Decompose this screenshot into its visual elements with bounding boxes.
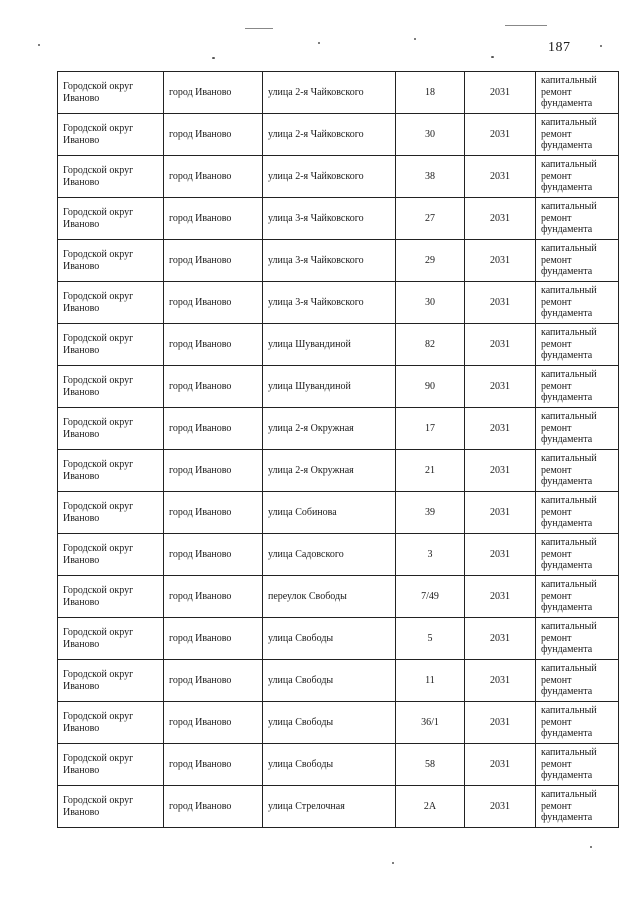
year-cell: 2031: [465, 660, 536, 702]
district-cell: Городской округ Иваново: [58, 576, 164, 618]
work-type-cell: капитальный ремонт фундамента: [536, 72, 619, 114]
work-type-cell: капитальный ремонт фундамента: [536, 744, 619, 786]
table-row: [58, 240, 619, 282]
scan-speck: [38, 44, 40, 46]
work-type-cell: капитальный ремонт фундамента: [536, 786, 619, 828]
street-cell: улица Шувандиной: [263, 324, 396, 366]
district-cell: Городской округ Иваново: [58, 702, 164, 744]
city-cell: город Иваново: [164, 282, 263, 324]
city-cell: город Иваново: [164, 408, 263, 450]
registry-table: [57, 71, 619, 828]
work-type-cell: капитальный ремонт фундамента: [536, 198, 619, 240]
street-cell: переулок Свободы: [263, 576, 396, 618]
district-cell: Городской округ Иваново: [58, 618, 164, 660]
city-cell: город Иваново: [164, 534, 263, 576]
year-cell: 2031: [465, 408, 536, 450]
year-cell: 2031: [465, 72, 536, 114]
year-cell: 2031: [465, 450, 536, 492]
city-cell: город Иваново: [164, 576, 263, 618]
year-cell: 2031: [465, 534, 536, 576]
street-cell: улица Шувандиной: [263, 366, 396, 408]
street-cell: улица Свободы: [263, 618, 396, 660]
house-number-cell: 7/49: [396, 576, 465, 618]
year-cell: 2031: [465, 492, 536, 534]
street-cell: улица 3-я Чайковского: [263, 240, 396, 282]
year-cell: 2031: [465, 198, 536, 240]
scan-speck: [414, 38, 416, 40]
scan-speck: [212, 57, 215, 59]
work-type-cell: капитальный ремонт фундамента: [536, 324, 619, 366]
street-cell: улица Свободы: [263, 744, 396, 786]
city-cell: город Иваново: [164, 114, 263, 156]
street-cell: улица 3-я Чайковского: [263, 198, 396, 240]
house-number-cell: 58: [396, 744, 465, 786]
district-cell: Городской округ Иваново: [58, 156, 164, 198]
scan-speck: [318, 42, 320, 44]
district-cell: Городской округ Иваново: [58, 240, 164, 282]
district-cell: Городской округ Иваново: [58, 450, 164, 492]
house-number-cell: 30: [396, 282, 465, 324]
year-cell: 2031: [465, 366, 536, 408]
page-number: 187: [548, 40, 571, 55]
district-cell: Городской округ Иваново: [58, 198, 164, 240]
house-number-cell: 39: [396, 492, 465, 534]
work-type-cell: капитальный ремонт фундамента: [536, 534, 619, 576]
table-row: [58, 786, 619, 828]
city-cell: город Иваново: [164, 324, 263, 366]
scan-speck: [600, 45, 602, 47]
table-row: [58, 744, 619, 786]
street-cell: улица 2-я Чайковского: [263, 156, 396, 198]
year-cell: 2031: [465, 282, 536, 324]
district-cell: Городской округ Иваново: [58, 114, 164, 156]
table-row: [58, 198, 619, 240]
work-type-cell: капитальный ремонт фундамента: [536, 660, 619, 702]
street-cell: улица Садовского: [263, 534, 396, 576]
table-row: [58, 492, 619, 534]
year-cell: 2031: [465, 576, 536, 618]
city-cell: город Иваново: [164, 450, 263, 492]
year-cell: 2031: [465, 744, 536, 786]
house-number-cell: 36/1: [396, 702, 465, 744]
work-type-cell: капитальный ремонт фундамента: [536, 408, 619, 450]
year-cell: 2031: [465, 324, 536, 366]
street-cell: улица 2-я Окружная: [263, 450, 396, 492]
year-cell: 2031: [465, 702, 536, 744]
table-row: [58, 534, 619, 576]
year-cell: 2031: [465, 618, 536, 660]
table-row: [58, 702, 619, 744]
table-row: [58, 576, 619, 618]
street-cell: улица Стрелочная: [263, 786, 396, 828]
city-cell: город Иваново: [164, 366, 263, 408]
street-cell: улица 2-я Чайковского: [263, 72, 396, 114]
city-cell: город Иваново: [164, 660, 263, 702]
work-type-cell: капитальный ремонт фундамента: [536, 156, 619, 198]
district-cell: Городской округ Иваново: [58, 744, 164, 786]
city-cell: город Иваново: [164, 72, 263, 114]
table-row: [58, 408, 619, 450]
district-cell: Городской округ Иваново: [58, 324, 164, 366]
city-cell: город Иваново: [164, 492, 263, 534]
city-cell: город Иваново: [164, 786, 263, 828]
scan-speck: [590, 846, 592, 848]
house-number-cell: 21: [396, 450, 465, 492]
table-row: [58, 450, 619, 492]
house-number-cell: 17: [396, 408, 465, 450]
house-number-cell: 30: [396, 114, 465, 156]
work-type-cell: капитальный ремонт фундамента: [536, 240, 619, 282]
house-number-cell: 82: [396, 324, 465, 366]
work-type-cell: капитальный ремонт фундамента: [536, 492, 619, 534]
table-row: [58, 156, 619, 198]
city-cell: город Иваново: [164, 702, 263, 744]
house-number-cell: 18: [396, 72, 465, 114]
work-type-cell: капитальный ремонт фундамента: [536, 114, 619, 156]
table-row: [58, 324, 619, 366]
scan-speck: [491, 56, 494, 58]
table-row: [58, 114, 619, 156]
house-number-cell: 5: [396, 618, 465, 660]
year-cell: 2031: [465, 114, 536, 156]
work-type-cell: капитальный ремонт фундамента: [536, 450, 619, 492]
year-cell: 2031: [465, 786, 536, 828]
scan-line: [505, 25, 547, 26]
house-number-cell: 90: [396, 366, 465, 408]
table-row: [58, 660, 619, 702]
street-cell: улица 2-я Чайковского: [263, 114, 396, 156]
house-number-cell: 29: [396, 240, 465, 282]
district-cell: Городской округ Иваново: [58, 282, 164, 324]
city-cell: город Иваново: [164, 156, 263, 198]
district-cell: Городской округ Иваново: [58, 534, 164, 576]
district-cell: Городской округ Иваново: [58, 366, 164, 408]
scan-line: [245, 28, 273, 29]
table-row: [58, 366, 619, 408]
district-cell: Городской округ Иваново: [58, 408, 164, 450]
street-cell: улица Свободы: [263, 660, 396, 702]
scan-speck: [392, 862, 394, 864]
house-number-cell: 2А: [396, 786, 465, 828]
work-type-cell: капитальный ремонт фундамента: [536, 702, 619, 744]
year-cell: 2031: [465, 156, 536, 198]
district-cell: Городской округ Иваново: [58, 492, 164, 534]
street-cell: улица Собинова: [263, 492, 396, 534]
city-cell: город Иваново: [164, 618, 263, 660]
district-cell: Городской округ Иваново: [58, 72, 164, 114]
street-cell: улица 3-я Чайковского: [263, 282, 396, 324]
city-cell: город Иваново: [164, 198, 263, 240]
city-cell: город Иваново: [164, 240, 263, 282]
house-number-cell: 11: [396, 660, 465, 702]
table-row: [58, 282, 619, 324]
district-cell: Городской округ Иваново: [58, 786, 164, 828]
city-cell: город Иваново: [164, 744, 263, 786]
table-row: [58, 72, 619, 114]
year-cell: 2031: [465, 240, 536, 282]
street-cell: улица 2-я Окружная: [263, 408, 396, 450]
street-cell: улица Свободы: [263, 702, 396, 744]
work-type-cell: капитальный ремонт фундамента: [536, 366, 619, 408]
district-cell: Городской округ Иваново: [58, 660, 164, 702]
work-type-cell: капитальный ремонт фундамента: [536, 618, 619, 660]
registry-table-body: [58, 72, 619, 828]
house-number-cell: 27: [396, 198, 465, 240]
work-type-cell: капитальный ремонт фундамента: [536, 282, 619, 324]
house-number-cell: 38: [396, 156, 465, 198]
work-type-cell: капитальный ремонт фундамента: [536, 576, 619, 618]
house-number-cell: 3: [396, 534, 465, 576]
table-row: [58, 618, 619, 660]
